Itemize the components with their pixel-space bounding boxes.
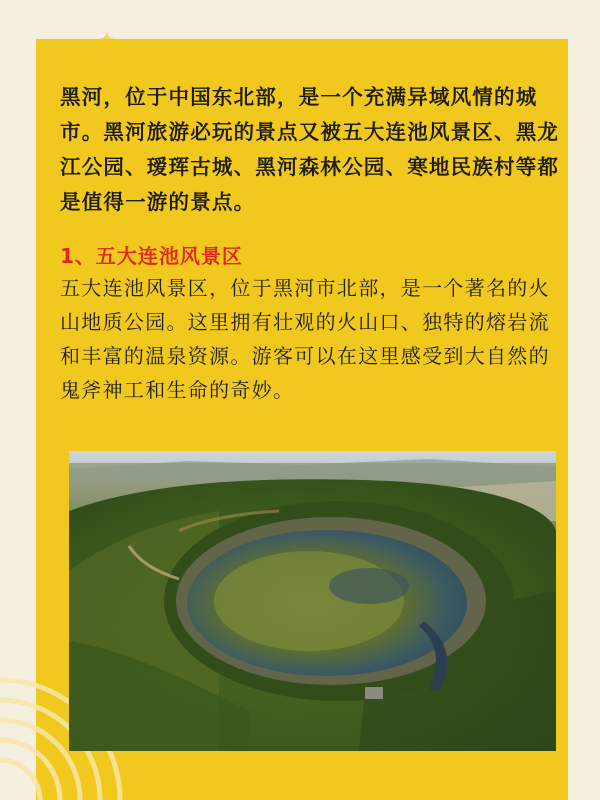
volcano-crater-photo	[69, 451, 556, 751]
section-title: 1、五大连池风景区	[60, 244, 243, 268]
section-body: 五大连池风景区，位于黑河市北部，是一个著名的火山地质公园。这里拥有壮观的火山口、独特的熔岩流和丰富的温泉资源。游客可以在这里感受到大自然的鬼斧神工和生命的奇妙。	[60, 276, 550, 402]
intro-paragraph: 黑河，位于中国东北部，是一个充满异域风情的城市。黑河旅游必玩的景点又被五大连池风景区、黑龙江公园、瑷珲古城、黑河森林公园、寒地民族村等都是值得一游的景点。	[60, 85, 560, 214]
